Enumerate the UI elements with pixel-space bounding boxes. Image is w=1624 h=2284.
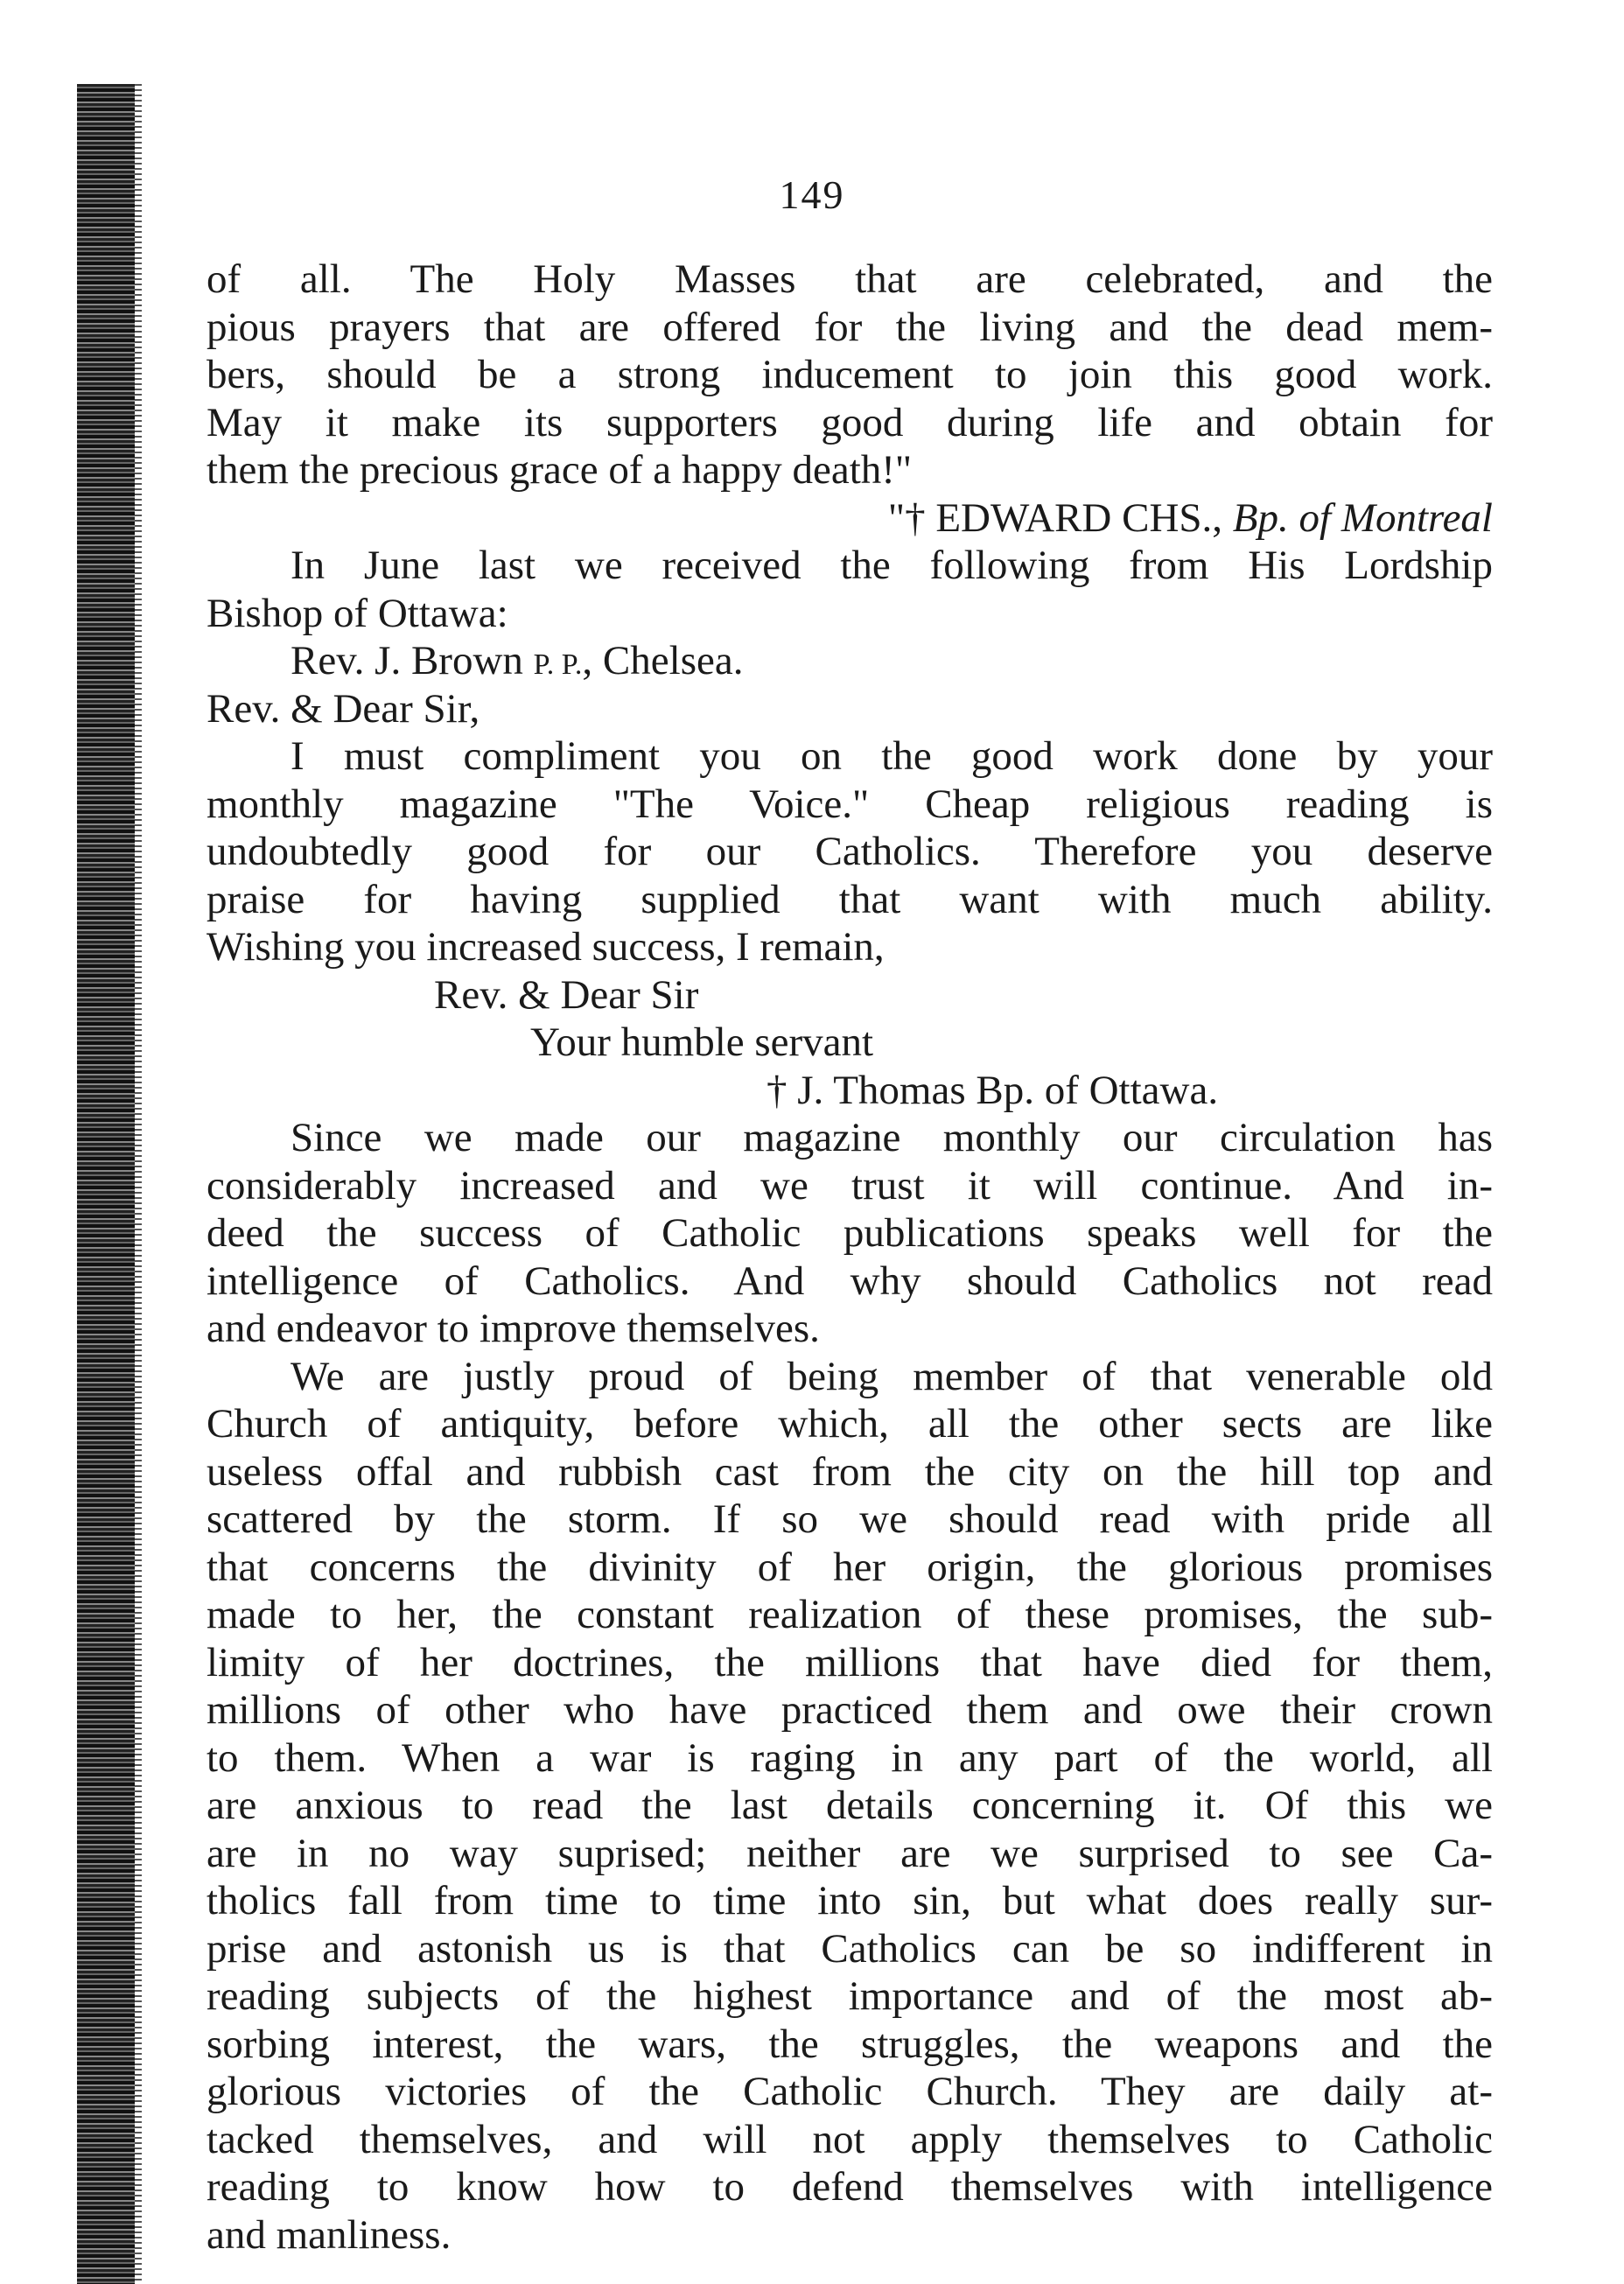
text-line: considerably increased and we trust it will continue. And in- — [206, 1162, 1493, 1209]
text-line: sorbing interest, the wars, the struggles, the weapons and the — [206, 2021, 1493, 2067]
salutation-line: Rev. & Dear Sir, — [206, 685, 480, 732]
montreal-signature-line — [206, 494, 1493, 543]
closing-line: Your humble servant — [530, 1019, 874, 1065]
signature-name: "† EDWARD CHS., — [887, 494, 1233, 541]
text-line: We are justly proud of being member of that venerable old — [290, 1353, 1493, 1399]
addressee-place: , Chelsea. — [582, 638, 744, 683]
text-line: pious prayers that are offered for the living and the dead mem- — [206, 304, 1493, 350]
text-line: Wishing you increased success, I remain, — [206, 924, 885, 970]
book-spine-edge — [77, 84, 135, 2284]
text-line: tholics fall from time to time into sin, but what does really sur- — [206, 1878, 1493, 1923]
text-line: millions of other who have practiced them and owe their crown — [206, 1687, 1493, 1733]
page-number: 149 — [779, 172, 845, 217]
text-line: praise for having supplied that want with much ability. — [206, 876, 1493, 922]
text-line: tacked themselves, and will not apply themselves to Catholic — [206, 2116, 1493, 2162]
text-line: I must compliment you on the good work done by your — [290, 733, 1493, 779]
text-line: intelligence of Catholics. And why should Catholics not read — [206, 1258, 1493, 1304]
text-line: May it make its supporters good during life and obtain for — [206, 399, 1493, 445]
text-line: are anxious to read the last details concerning it. Of this we — [206, 1783, 1493, 1828]
text-line: bers, should be a strong inducement to join this good work. — [206, 352, 1493, 397]
text-line: and endeavor to improve themselves. — [206, 1306, 820, 1351]
text-line: deed the success of Catholic publications speaks well for the — [206, 1210, 1493, 1256]
text-line: and manliness. — [206, 2211, 452, 2258]
signature-title: Bp. of Montreal — [1232, 494, 1493, 541]
text-line: scattered by the storm. If so we should read with pride all — [206, 1496, 1493, 1542]
text-line: that concerns the divinity of her origin, the glorious promises — [206, 1544, 1493, 1590]
text-line: monthly magazine "The Voice." Cheap religious reading is — [206, 781, 1493, 827]
addressee-title: P. P. — [533, 648, 583, 681]
text-line: reading to know how to defend themselves with intelligence — [206, 2164, 1493, 2210]
text-line: made to her, the constant realization of these promises, the sub- — [206, 1592, 1493, 1637]
text-line: them the precious grace of a happy death!" — [206, 447, 913, 493]
closing-line: Rev. & Dear Sir — [434, 971, 699, 1018]
text-line: limity of her doctrines, the millions that have died for them, — [206, 1639, 1493, 1685]
text-line: useless offal and rubbish cast from the city on the hill top and — [206, 1448, 1493, 1495]
text-line: undoubtedly good for our Catholics. Therefore you deserve — [206, 829, 1493, 874]
address-line — [206, 637, 1493, 685]
text-line: Church of antiquity, before which, all the other sects are like — [206, 1401, 1493, 1447]
text-line: are in no way suprised; neither are we surprised to see Ca- — [206, 1830, 1493, 1876]
text-line: glorious victories of the Catholic Church. They are daily at- — [206, 2069, 1493, 2114]
text-line: reading subjects of the highest importance and of the most ab- — [206, 1973, 1493, 2019]
addressee-name: Rev. J. Brown — [290, 638, 534, 683]
text-line: of all. The Holy Masses that are celebrated, and the — [206, 256, 1493, 302]
page-body-text — [206, 256, 1493, 2259]
text-line: prise and astonish us is that Catholics can be so indifferent in — [206, 1925, 1493, 1972]
text-line: Since we made our magazine monthly our circulation has — [290, 1115, 1493, 1160]
ottawa-signature-line: † J. Thomas Bp. of Ottawa. — [766, 1067, 1219, 1113]
text-line: to them. When a war is raging in any part of the world, all — [206, 1734, 1493, 1781]
text-line: Bishop of Ottawa: — [206, 590, 508, 636]
text-line: In June last we received the following from His Lordship — [290, 543, 1493, 588]
